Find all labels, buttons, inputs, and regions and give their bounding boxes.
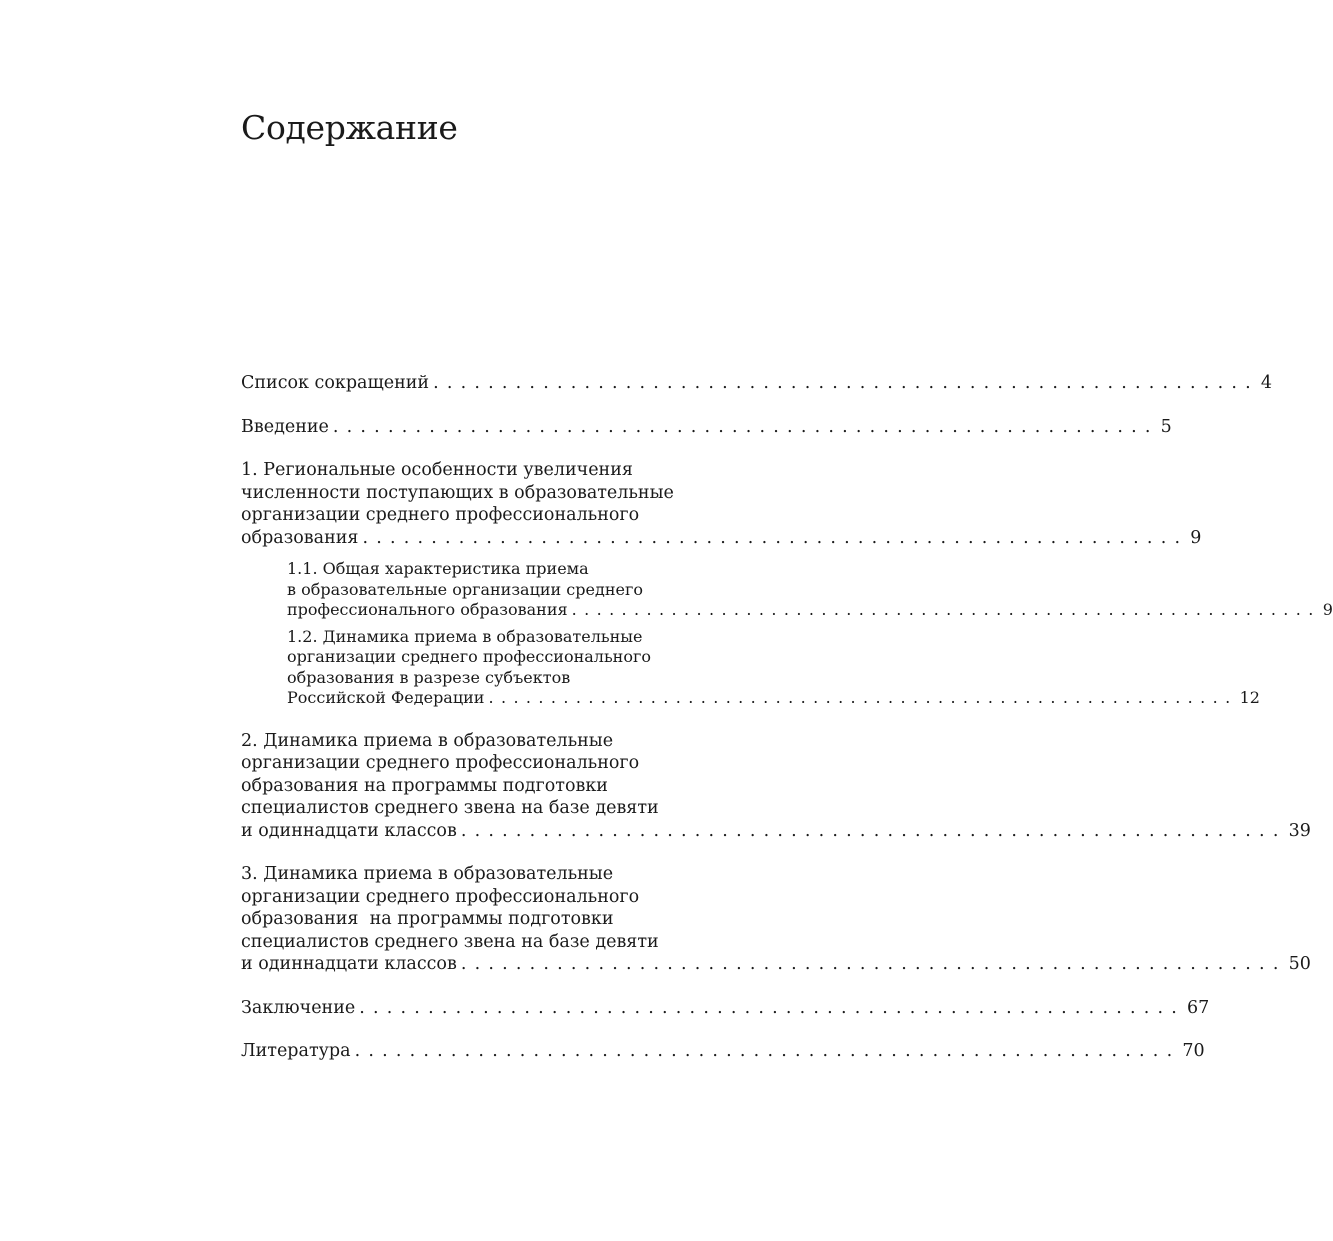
toc-entry-text: и одиннадцати классов xyxy=(241,820,457,841)
toc-page-number: 4 xyxy=(1260,373,1272,393)
toc-entry-last-line xyxy=(241,527,1202,550)
toc-entry-text: Введение xyxy=(241,416,329,437)
toc-entry-text: специалистов среднего звена на базе девяти xyxy=(241,931,659,952)
toc-entry-section-1-2[interactable] xyxy=(287,626,1260,709)
dot-leader: ............................................................ xyxy=(332,416,1159,437)
toc-entry-introduction[interactable] xyxy=(241,416,1172,439)
toc-entry-text: организации среднего профессионального xyxy=(241,753,640,773)
toc-page-number: 5 xyxy=(1160,416,1172,437)
toc-entry-last-line xyxy=(287,688,1260,709)
toc-entry-text: 3. Динамика приема в образовательные xyxy=(241,864,614,884)
toc-entry-text: и одиннадцати классов xyxy=(241,954,457,974)
toc-entry-abbreviations[interactable] xyxy=(241,372,1272,395)
toc-entry-text: численности поступающих в образовательные xyxy=(241,482,674,503)
toc-entry-text: 1.1. Общая характеристика приема xyxy=(287,559,589,578)
dot-leader: ............................................................ xyxy=(433,373,1259,393)
toc-entry-text: организации среднего профессионального xyxy=(241,886,640,907)
toc-entry-text: Заключение xyxy=(241,997,356,1018)
toc-page-number: 9 xyxy=(1322,600,1333,619)
dot-leader: ............................................................ xyxy=(460,954,1287,974)
table-of-contents xyxy=(241,372,1333,1084)
toc-entry-last-line xyxy=(241,372,1272,395)
toc-page-number: 67 xyxy=(1187,997,1210,1018)
toc-entry-text: Российской Федерации xyxy=(287,688,485,707)
toc-entry-text: 2. Динамика приема в образовательные xyxy=(241,730,614,751)
toc-entry-text: в образовательные организации среднего xyxy=(287,579,643,599)
dot-leader: ............................................................ xyxy=(362,527,1189,548)
toc-page-number: 39 xyxy=(1288,820,1311,841)
toc-entry-text: образования xyxy=(241,527,359,548)
toc-entry-text: образования в разрезе субъектов xyxy=(287,667,571,687)
toc-page-number: 9 xyxy=(1190,527,1202,548)
toc-entry-text: Список сокращений xyxy=(241,373,430,393)
toc-entry-last-line xyxy=(241,1040,1205,1063)
dot-leader: ............................................................ xyxy=(460,820,1287,841)
toc-entry-text: организации среднего профессионального xyxy=(287,647,651,666)
toc-entry-chapter-3[interactable] xyxy=(241,863,1311,976)
toc-entry-last-line xyxy=(287,600,1333,621)
page-title: Содержание xyxy=(241,108,458,147)
toc-entry-text: организации среднего профессионального xyxy=(241,505,640,525)
toc-page-number: 70 xyxy=(1182,1041,1205,1061)
toc-entry-conclusion[interactable] xyxy=(241,997,1210,1020)
toc-entry-text: специалистов среднего звена на базе девяти xyxy=(241,798,659,818)
toc-entry-text: образования на программы подготовки xyxy=(241,775,608,796)
toc-entry-literature[interactable] xyxy=(241,1040,1205,1063)
toc-entry-text: Литература xyxy=(241,1041,351,1061)
dot-leader: ............................................................ xyxy=(571,600,1321,619)
dot-leader: ............................................................ xyxy=(488,688,1238,707)
toc-entry-text: образования на программы подготовки xyxy=(241,909,614,929)
toc-page-number: 12 xyxy=(1239,688,1260,707)
toc-entry-chapter-2[interactable] xyxy=(241,730,1311,843)
toc-page-number: 50 xyxy=(1288,954,1311,974)
toc-entry-last-line xyxy=(241,953,1311,976)
toc-entry-last-line xyxy=(241,820,1311,843)
toc-entry-section-1-1[interactable] xyxy=(287,559,1333,621)
toc-entry-chapter-1[interactable] xyxy=(241,459,1202,549)
dot-leader: ............................................................ xyxy=(354,1041,1181,1061)
toc-entry-last-line xyxy=(241,997,1210,1020)
toc-entry-text: 1. Региональные особенности увеличения xyxy=(241,460,633,480)
dot-leader: ............................................................ xyxy=(359,997,1186,1018)
toc-entry-text: профессионального образования xyxy=(287,600,568,619)
toc-entry-text: 1.2. Динамика приема в образовательные xyxy=(287,626,643,646)
toc-entry-last-line xyxy=(241,416,1172,439)
